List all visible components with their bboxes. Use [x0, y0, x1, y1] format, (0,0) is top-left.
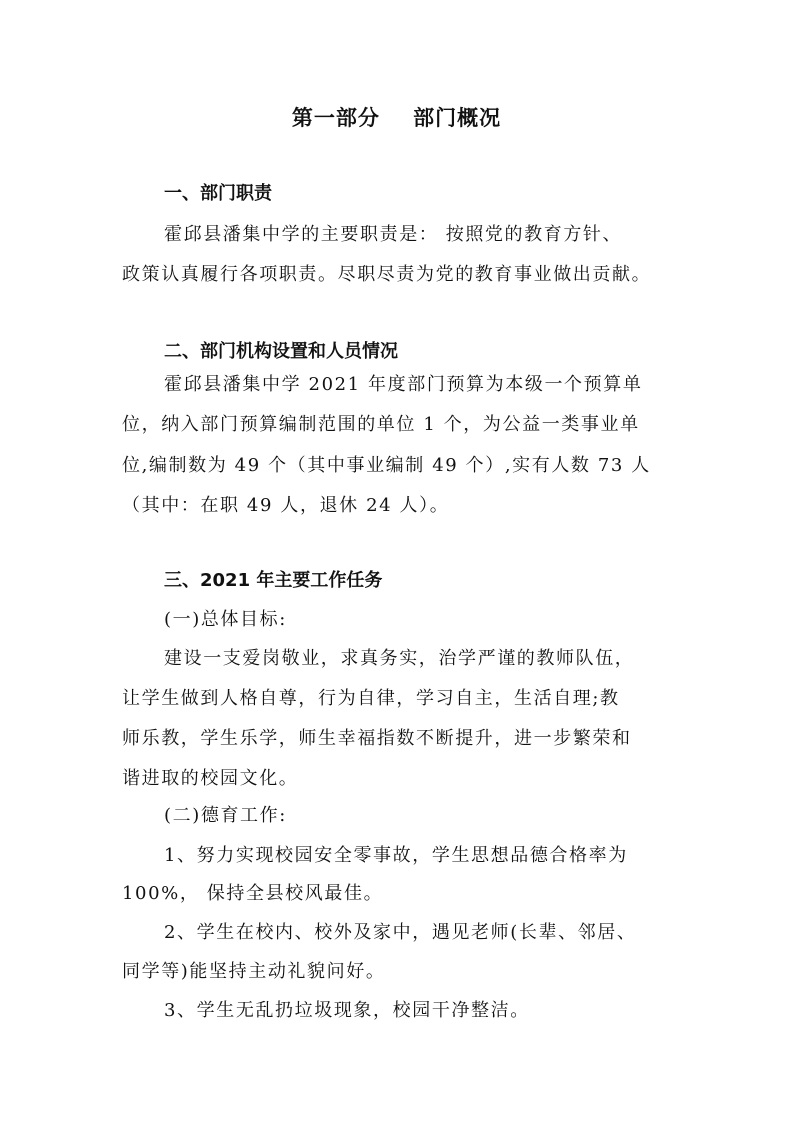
list-item-line: 100%， 保持全县校风最佳。: [122, 883, 384, 904]
list-item-line: 同学等)能坚持主动礼貌问好。: [122, 961, 386, 982]
section-heading-organization: 二、部门机构设置和人员情况: [164, 341, 398, 362]
paragraph-line: 霍邱县潘集中学 2021 年度部门预算为本级一个预算单: [164, 374, 643, 395]
paragraph-line: 建设一支爱岗敬业，求真务实，治学严谨的教师队伍，: [164, 648, 635, 669]
list-item-line: 1、努力实现校园安全零事故，学生思想品德合格率为: [164, 845, 628, 866]
subsection-label-overall-goal: (一)总体目标:: [164, 609, 287, 630]
paragraph-line: 让学生做到人格自尊，行为自律，学习自主，生活自理;教: [122, 688, 620, 709]
paragraph-line: 师乐教，学生乐学，师生幸福指数不断提升，进一步繁荣和: [122, 728, 632, 749]
paragraph-line: 位,编制数为 49 个（其中事业编制 49 个）,实有人数 73 人: [122, 455, 651, 476]
paragraph-line: 谐进取的校园文化。: [122, 768, 299, 789]
section-heading-duties: 一、部门职责: [164, 183, 272, 204]
paragraph-line: 政策认真履行各项职责。尽职尽责为党的教育事业做出贡献。: [122, 264, 652, 285]
page-title: 第一部分 部门概况: [291, 106, 502, 130]
list-item-line: 3、学生无乱扔垃圾现象，校园干净整洁。: [164, 1000, 530, 1021]
paragraph-line: （其中：在职 49 人，退休 24 人）。: [122, 495, 450, 516]
paragraph-line: 位，纳入部门预算编制范围的单位 1 个，为公益一类事业单: [122, 414, 640, 435]
paragraph-line: 霍邱县潘集中学的主要职责是： 按照党的教育方针、: [164, 224, 623, 245]
subsection-label-moral-education: (二)德育工作:: [164, 805, 287, 826]
list-item-line: 2、学生在校内、校外及家中，遇见老师(长辈、邻居、: [164, 922, 637, 943]
section-heading-tasks: 三、2021 年主要工作任务: [164, 570, 383, 591]
